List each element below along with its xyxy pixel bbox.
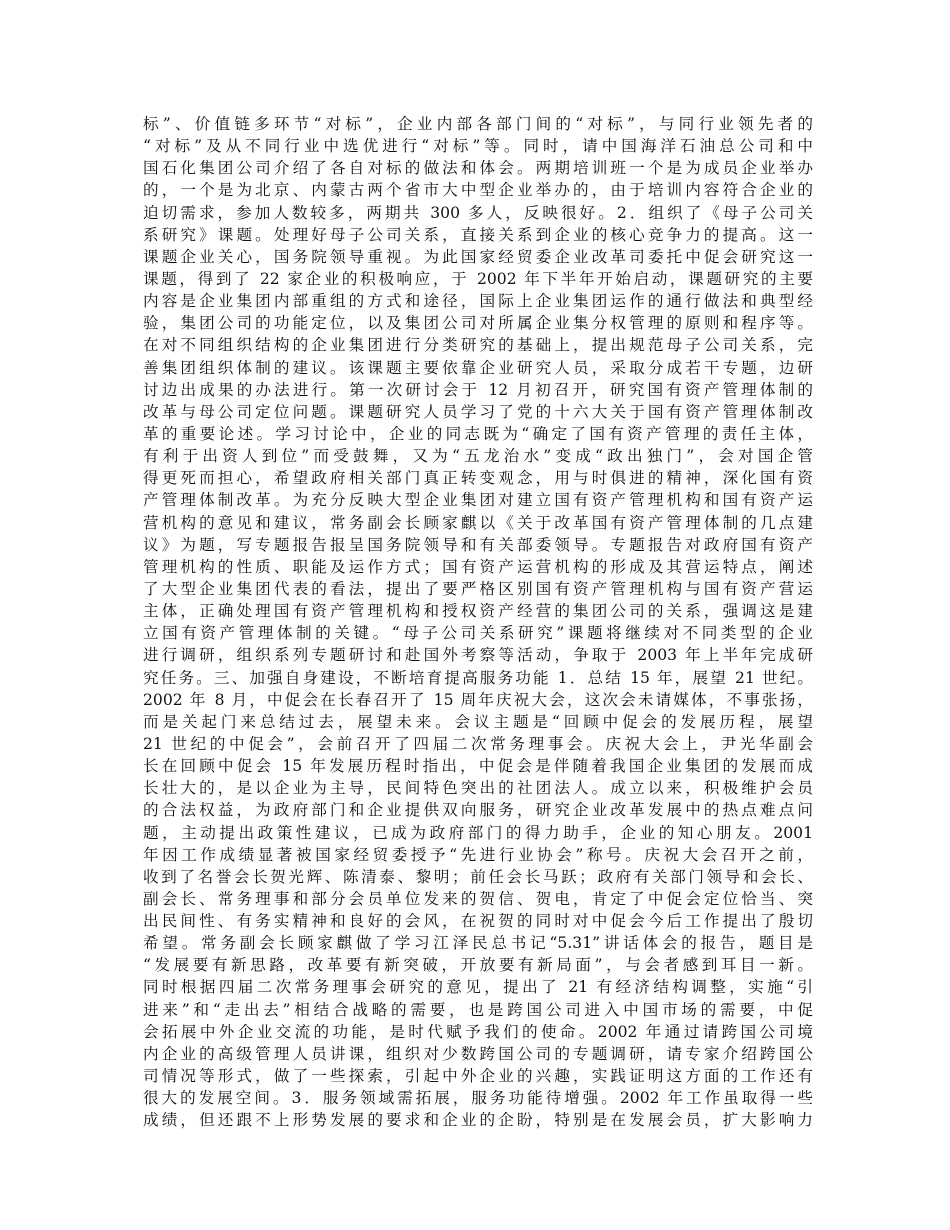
text-line: 的，一个是为北京、内蒙古两个省市大中型企业举办的，由于培训内容符合企业的 [143,181,813,200]
text-line: 立国有资产管理体制的关键。“母子公司关系研究”课题将继续对不同类型的企业 [143,624,813,643]
text-line: 而是关起门来总结过去，展望未来。会议主题是“回顾中促会的发展历程，展望 [143,712,813,731]
text-line: 长壮大的，是以企业为主导，民间特色突出的社团法人。成立以来，积极维护会员 [143,779,813,798]
body-text [143,113,813,1131]
text-line: 21 世纪的中促会”，会前召开了四届二次常务理事会。庆祝大会上，尹光华副会 [143,734,813,753]
text-line: 验，集团公司的功能定位，以及集团公司对所属企业集分权管理的原则和程序等。 [143,314,813,333]
text-line: 司情况等形式，做了一些探索，引起中外企业的兴趣，实践证明这方面的工作还有 [143,1067,813,1086]
text-line: 长在回顾中促会 15 年发展历程时指出，中促会是伴随着我国企业集团的发展而成 [143,757,813,776]
text-line: 成绩，但还跟不上形势发展的要求和企业的企盼，特别是在发展会员，扩大影响力 [143,1111,813,1130]
text-line: 进行调研，组织系列专题研讨和赴国外考察等活动，争取于 2003 年上半年完成研 [143,646,813,665]
text-line: 国石化集团公司介绍了各自对标的做法和体会。两期培训班一个是为成员企业举办 [143,159,813,178]
text-line: 内企业的高级管理人员讲课，组织对少数跨国公司的专题调研，请专家介绍跨国公 [143,1044,813,1063]
text-line: 迫切需求，参加人数较多，两期共 300 多人，反映很好。2．组织了《母子公司关 [143,203,813,222]
text-line: 内容是企业集团内部重组的方式和途径，国际上企业集团运作的通行做法和典型经 [143,292,813,311]
text-line: “对标”及从不同行业中选优进行“对标”等。同时，请中国海洋石油总公司和中 [143,137,813,156]
text-line: 管理机构的性质、职能及运作方式；国有资产运营机构的形成及其营运特点，阐述 [143,557,813,576]
text-line: 议》为题，写专题报告报呈国务院领导和有关部委领导。专题报告对政府国有资产 [143,535,813,554]
text-line: 善集团组织体制的建议。该课题主要依靠企业研究人员，采取分成若干专题，边研 [143,358,813,377]
text-line: 主体，正确处理国有资产管理机构和授权资产经营的集团公司的关系，强调这是建 [143,602,813,621]
text-line: 会拓展中外企业交流的功能，是时代赋予我们的使命。2002 年通过请跨国公司境 [143,1022,813,1041]
text-line: 的合法权益，为政府部门和企业提供双向服务，研究企业改革发展中的热点难点问 [143,801,813,820]
text-line: “发展要有新思路，改革要有新突破，开放要有新局面”，与会者感到耳目一新。 [143,956,813,975]
text-line: 进来”和“走出去”相结合战略的需要，也是跨国公司进入中国市场的需要，中促 [143,1000,813,1019]
text-line: 希望。常务副会长顾家麒做了学习江泽民总书记“5.31”讲话体会的报告，题目是 [143,934,813,953]
text-line: 题，主动提出政策性建议，已成为政府部门的得力助手，企业的知心朋友。2001 [143,823,813,842]
text-line: 有利于出资人到位”而受鼓舞，又为“五龙治水”变成“政出独门”，会对国企管 [143,447,813,466]
text-line: 得更死而担心，希望政府相关部门真正转变观念，用与时俱进的精神，深化国有资 [143,469,813,488]
text-line: 很大的发展空间。3．服务领域需拓展，服务功能待增强。2002 年工作虽取得一些 [143,1089,813,1108]
text-line: 在对不同组织结构的企业集团进行分类研究的基础上，提出规范母子公司关系，完 [143,336,813,355]
text-line: 副会长、常务理事和部分会员单位发来的贺信、贺电，肯定了中促会定位恰当、突 [143,889,813,908]
text-line: 课题企业关心，国务院领导重视。为此国家经贸委企业改革司委托中促会研究这一 [143,247,813,266]
text-line: 2002 年 8 月，中促会在长春召开了 15 周年庆祝大会，这次会未请媒体，不事张扬， [143,690,813,709]
text-line: 出民间性、有务实精神和良好的会风，在祝贺的同时对中促会今后工作提出了殷切 [143,912,813,931]
text-line: 收到了名誉会长贺光辉、陈清泰、黎明；前任会长马跃；政府有关部门领导和会长、 [143,867,813,886]
text-line: 课题，得到了 22 家企业的积极响应，于 2002 年下半年开始启动，课题研究的主要 [143,269,813,288]
text-line: 产管理体制改革。为充分反映大型企业集团对建立国有资产管理机构和国有资产运 [143,491,813,510]
text-line: 了大型企业集团代表的看法，提出了要严格区别国有资产管理机构与国有资产营运 [143,579,813,598]
text-line: 究任务。三、加强自身建设，不断培育提高服务功能 1．总结 15 年，展望 21 世纪。 [143,668,813,687]
text-line: 革的重要论述。学习讨论中，企业的同志既为“确定了国有资产管理的责任主体， [143,424,813,443]
text-line: 年因工作成绩显著被国家经贸委授予“先进行业协会”称号。庆祝大会召开之前， [143,845,813,864]
text-line: 讨边出成果的办法进行。第一次研讨会于 12 月初召开，研究国有资产管理体制的 [143,380,813,399]
text-line: 系研究》课题。处理好母子公司关系，直接关系到企业的核心竞争力的提高。这一 [143,225,813,244]
text-line: 标”、价值链多环节“对标”，企业内部各部门间的“对标”，与同行业领先者的 [143,115,813,133]
text-line: 改革与母公司定位问题。课题研究人员学习了党的十六大关于国有资产管理体制改 [143,402,813,421]
text-line: 同时根据四届二次常务理事会研究的意见，提出了 21 有经济结构调整，实施“引 [143,978,813,997]
text-line: 营机构的意见和建议，常务副会长顾家麒以《关于改革国有资产管理体制的几点建 [143,513,813,532]
